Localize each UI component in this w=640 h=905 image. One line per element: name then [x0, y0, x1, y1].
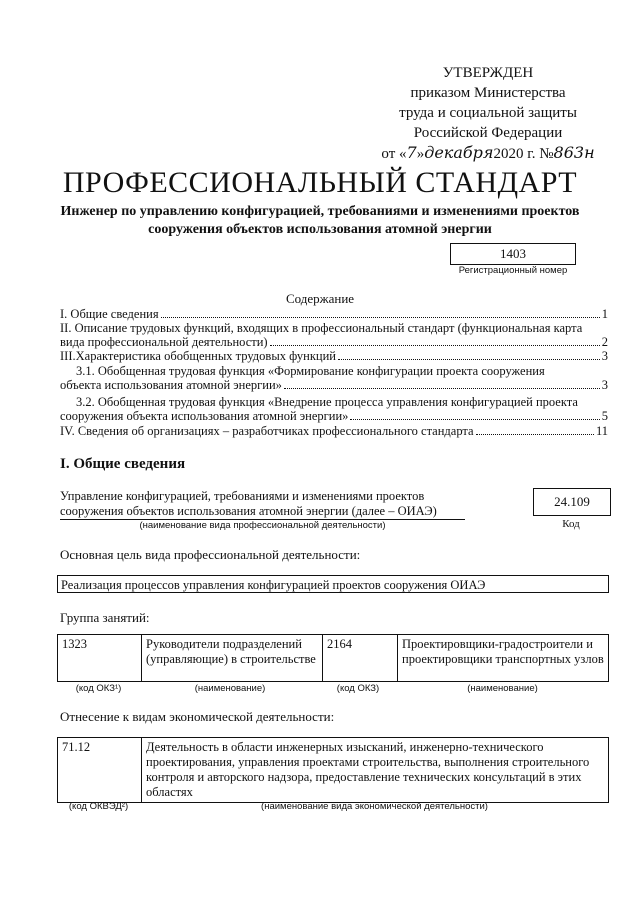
toc-item[interactable]: II. Описание трудовых функций, входящих в профессиональный стандарт (функциональная карта вида профессиональной деятельности) 2 — [60, 321, 608, 349]
okz-code-label: (код ОКЗ¹) — [75, 683, 122, 694]
approval-line: приказом Министерства — [410, 85, 566, 101]
goal-text: Реализация процессов управления конфигурацией проектов сооружения ОИАЭ — [57, 575, 609, 593]
approval-heading: УТВЕРЖДЕН — [442, 65, 534, 81]
toc-item[interactable]: III.Характеристика обобщенных трудовых функций 3 — [60, 349, 608, 363]
occupation-name: Проектировщики-градостроители и проектировщики транспортных узлов — [398, 635, 609, 682]
toc-item[interactable]: 3.2. Обобщенная трудовая функция «Внедрение процесса управления конфигурацией проекта сооружения объекта использования атомной энергии» 5 — [60, 395, 608, 423]
approval-date: от «7»декабря2020 г. №863н — [381, 143, 595, 162]
toc-item[interactable]: IV. Сведения об организациях – разработчиках профессионального стандарта 11 — [60, 424, 608, 438]
toc-heading: Содержание — [285, 291, 355, 306]
handwritten-day: 7 — [406, 143, 417, 162]
goal-heading: Основная цель вида профессиональной деятельности: — [60, 547, 361, 562]
activity-code-label: Код — [562, 518, 580, 530]
handwritten-month: декабря — [424, 143, 494, 162]
document-subtitle: Инженер по управлению конфигурацией, требованиями и изменениями проектов сооружения объектов использования атомной энергии — [60, 204, 580, 237]
activity-kind: Управление конфигурацией, требованиями и изменениями проектов сооружения объектов использования атомной энергии (далее – ОИАЭ) — [60, 489, 465, 520]
occupation-name: Руководители подразделений (управляющие) в строительстве — [142, 635, 323, 682]
approval-line: Российской Федерации — [413, 125, 563, 141]
table-row — [58, 738, 609, 803]
activity-kind-label: (наименование вида профессиональной деятельности) — [139, 520, 386, 531]
table-row — [58, 635, 609, 682]
occupation-name-label: (наименование) — [194, 683, 266, 694]
approval-line: труда и социальной защиты — [399, 105, 577, 121]
registration-label: Регистрационный номер — [458, 265, 568, 276]
okz-code: 1323 — [58, 635, 142, 682]
registration-number: 1403 — [450, 243, 576, 265]
economic-activity-table — [57, 737, 609, 803]
occupation-name-label: (наименование) — [467, 683, 538, 694]
toc-item[interactable]: 3.1. Обобщенная трудовая функция «Формирование конфигурации проекта сооружения объекта использования атомной энергии» 3 — [60, 364, 608, 392]
economic-activity-name: Деятельность в области инженерных изысканий, инженерно-технического проектирования, управления проектами строительства, выполнения строительного контроля и авторского надзора, предоставление технических консультаций в этих областях — [142, 738, 609, 803]
okz-code-label: (код ОКЗ) — [336, 683, 380, 694]
occupation-group-table — [57, 634, 609, 682]
handwritten-number: 863н — [553, 143, 595, 162]
document-title: ПРОФЕССИОНАЛЬНЫЙ СТАНДАРТ — [62, 166, 578, 199]
okved-code: 71.12 — [58, 738, 142, 803]
activity-code: 24.109 — [533, 488, 611, 516]
section-heading: I. Общие сведения — [60, 456, 186, 472]
okz-code: 2164 — [323, 635, 398, 682]
approval-block — [378, 63, 598, 164]
econ-heading: Отнесение к видам экономической деятельности: — [60, 709, 335, 724]
toc-item[interactable]: I. Общие сведения 1 — [60, 307, 608, 321]
group-heading: Группа занятий: — [60, 610, 150, 625]
okved-code-label: (код ОКВЭД²) — [68, 801, 129, 812]
economic-activity-label: (наименование вида экономической деятельности) — [261, 801, 488, 812]
